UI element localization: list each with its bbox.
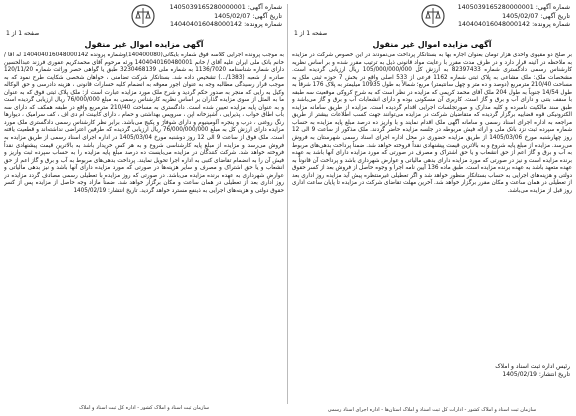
signature-line: رئیس اداره ثبت اسناد و املاک (495, 363, 570, 370)
notice-footer: سازمان ثبت اسناد و املاک کشور - اداره کل ثبت اسناد و املاک (78, 405, 210, 411)
judiciary-emblem-icon (420, 3, 446, 29)
page-number: صفحه 1 از 1 (294, 30, 328, 37)
notice-meta (458, 4, 570, 30)
notice-title: آگهی مزایده اموال غیر منقول (84, 40, 204, 49)
notice-date: تاریخ آگهی: 1405/02/07 (214, 12, 282, 20)
right-notice-page (290, 0, 574, 416)
notice-number: شماره آگهی: 1405039165280000001 (457, 4, 570, 11)
notice-title: آگهی مزایده اموال غیر منقول (372, 40, 492, 49)
page-divider (287, 4, 288, 404)
publish-date: تاریخ انتشار: 1405/02/19 (502, 371, 570, 378)
notice-body: بر صلح دو مقیوی واحدی هزار تومان بعنوان اجاره بها به بستانکار پرداخت می‌نمودند در این خصوص شرکت در مزایده به ملاحظه در آئینه قرار دارد و در ظرف مدت مقرر با رعایت مواد قانونی ذیل به ترتیب مقرر شده و بر اساس نظریه کارشناس رسمی دادگستری شماره 82397433 به ارزش کل 105/000/000/000 ریال ارزیابی گردیده است. مشخصات ملک: ملک مشاعی به پلاک ثبتی شماره 1162 فرعی از 533 اصلی واقع در بخش 7 حوزه ثبتی ملک به مساحت 210/40 مترمربع (دوصد و ده متر و چهل سانتیمتر) مربع؛ شمالاً به طول 10935 میلیمتر به پلاک 176 شرقاً به طول 14/54 جنوباً به طول 204 ملک آقای محمد کریمی که مزایده در نظر است که به شرح کروکی موقعیت سه طبقه با سقف بتنی و دارای آب و برق و گاز است. کاربری آن مسکونی بوده و دارای انشعابات آب و برق و گاز می‌باشد و طبق سند مالکیت نامبرده و کلیه مدارک و صورتجلسات اجرایی اقدام گردیده است. مزایده از طریق سامانه مزایده الکترونیکی قوه قضاییه برگزار گردیده که متقاضیان شرکت در مزایده می‌توانند جهت کسب اطلاعات بیشتر از طریق مراجعه به اداره اجرای اسناد رسمی و سامانه آگهی ملک اقدام نمایند و با واریز ده درصد مبلغ پایه مزایده به حساب شماره سپرده ثبت نزد بانک ملی و ارائه فیش مربوطه در جلسه مزایده حاضر گردند. ملک مذکور از ساعت 9 الی 12 روز چهارشنبه مورخ 1405/03/06 از طریق مزایده حضوری در محل اداره اجرای اسناد رسمی شهرستان به فروش می‌رسد. مزایده از مبلغ پایه شروع و به بالاترین قیمت پیشنهادی نقداً فروخته خواهد شد. ضمناً پرداخت بدهی‌های مربوط به آب و برق و گاز اعم از حق انشعاب و یا حق اشتراک و مصرف در صورتی که مورد مزایده دارای آنها باشد به عهده برنده مزایده است و نیز در صورتی که مورد مزایده دارای بدهی مالیاتی و عوارض شهرداری باشد و پرداخت آن قانوناً به عهده متعهد باشد به عهده برنده مزایده است. طبق ماده 136 آیین نامه اجرا و وجوه حاصل از فروش بعد از کسر حقوق دولتی و هزینه‌های اجرایی به حساب بستانکار منظور خواهد شد و اگر تعطیلی غیرمنتظره پیش آید مزایده روز اداری بعد از تعطیلی در همان ساعت و مکان مقرر برگزار خواهد شد. آخرین مهلت تقاضای شرکت در مزایده تا پایان ساعت اداری روز قبل از مزایده می‌باشد. (292, 52, 572, 194)
notice-body: به موجب پرونده اجرایی کلاسه فوق شماره بایگانی(140400080)وشماره پرونده 140404016048000142 له آقا / خانم بانک ملی ایران علیه آقای / خانم 1404040160480001 ورثه مرحوم آقای محمدکریم عفوری فرزند عبدالحسین دارای شماره شناسنامه 1136/7020 به شماره ملی 3230468139 طبق یا گواهی حصر وراثت شماره 120/11/20 صادره از شعبه (1383/...) تشخیص داده شد. بستانکار شرکت تضامنی ، خواهان شخصی شکایت طرح نمود که به موجب قرار رسیدگی مطالبه وجه به عنوان اجور معوقه به انضمام کلیه خسارات قانونی ، هزینه دادرسی و حق الوکاله وکیل به رایی که منجر به صدور حکم گردید و شرح ملک مورد مزایده عبارت است از: ملک پلاک ثبتی فوق که به عنوان ما به المثل از سوی مزایده گذاران بر اساس نظریه کارشناس رسمی به مبلغ 76/000/000 ریال ارزیابی گردیده است و به عنوان پایه مزایده تعیین شده است. دادگستری به مساحت 210/40 مترمربع واقع در طبقه همکف که دارای سه باب اطاق خواب ، پذیرایی ، آشپزخانه اپن ، سرویس بهداشتی و حمام ، دارای کابینت ام دی اف ، کف سرامیک ، دیوارها رنگ روغنی ، درب و پنجره آلومینیوم و دارای شوفاژ و پکیج می‌باشد. برابر نظر کارشناس رسمی دادگستری ملک مورد مزایده دارای ارزش کل به مبلغ 76/000/000/000 ریال ارزیابی گردیده که طرفین اعتراضی نداشته‌اند و قطعیت یافته است. ملک فوق از ساعت 9 الی 12 روز دوشنبه مورخ 1405/03/04 در اداره اجرای اسناد رسمی از طریق مزایده به فروش می‌رسد و مزایده از مبلغ پایه کارشناسی شروع و به هر کس خریدار باشد به بالاترین قیمت پیشنهادی نقداً فروخته خواهد شد. شرکت کنندگان در مزایده می‌بایست ده درصد مبلغ پایه مزایده را به حساب سپرده ثبت واریز و فیش آن را به انضمام تقاضای کتبی به اداره اجرا تحویل نمایند. پرداخت بدهی‌های مربوط به آب و برق و گاز اعم از حق انشعاب و یا حق اشتراک و مصرف و سایر هزینه‌ها در صورتی که مورد مزایده دارای آنها باشد و نیز بدهی مالیاتی و عوارض شهرداری به عهده برنده مزایده می‌باشد. در صورتی که روز مزایده با تعطیلی رسمی مصادف گردد مزایده در روز اداری بعد از تعطیلی در همان ساعت و مکان برگزار خواهد شد. ضمناً مازاد وجه حاصل از مزایده پس از کسر حقوق دولتی و هزینه‌های اجرایی به ذینفع مسترد خواهد گردید. تاریخ انتشار: 1405/02/19 (4, 52, 284, 194)
notice-date: تاریخ آگهی: 1405/02/07 (502, 12, 570, 20)
case-number: شماره پرونده: 140404016048000142 (457, 21, 570, 29)
notice-meta (170, 4, 282, 30)
page-number: صفحه 1 از 1 (6, 30, 40, 37)
case-number: شماره پرونده: 140404016048000142 (169, 21, 282, 29)
notice-number: شماره آگهی: 1405039165280000001 (169, 4, 282, 11)
left-notice-page (2, 0, 286, 416)
judiciary-emblem-icon (130, 3, 156, 29)
notice-footer: سازمان ثبت اسناد و املاک کشور - ادارات کل ثبت اسناد و املاک استان‌ها - اداره اجرای اسناد رسمی (327, 407, 537, 413)
